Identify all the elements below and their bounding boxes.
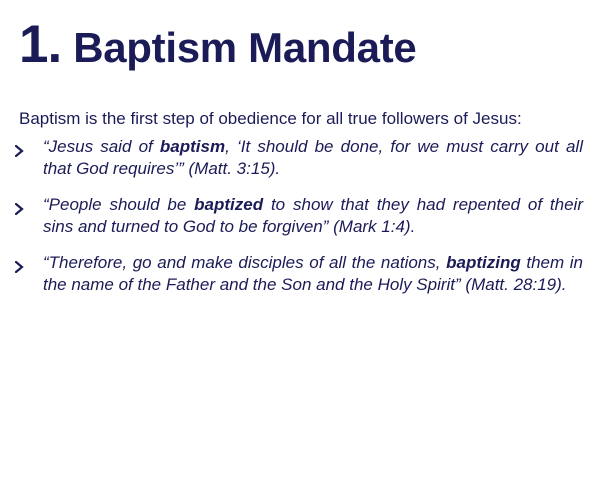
bullet-text-before: “Jesus said of (43, 137, 160, 156)
intro-text: Baptism is the first step of obedience for all true followers of Jesus: (19, 109, 522, 128)
bullet-emphasis: baptized (194, 195, 264, 214)
title-number: 1. (19, 15, 62, 74)
bullet-item (15, 252, 583, 296)
bullet-item (15, 136, 583, 180)
slide-title (19, 15, 417, 74)
bullet-emphasis: baptism (159, 137, 226, 156)
bullet-text-after: , ‘It should be done, for we must carry out all that God requires’” (Matt. 3:15). (43, 137, 583, 178)
bullet-arrow-icon (15, 199, 24, 211)
bullet-item (15, 194, 583, 238)
bullet-text-after: to show that they had repented of their sins and turned to God to be forgiven” (Mark 1:4). (43, 195, 583, 236)
bullet-list (15, 136, 583, 310)
bullet-text-after: them in the name of the Father and the Son and the Holy Spirit” (Matt. 28:19). (43, 253, 583, 294)
bullet-text-before: “People should be (43, 195, 195, 214)
bullet-emphasis: baptizing (446, 253, 521, 272)
bullet-text-before: “Therefore, go and make disciples of all the nations, (43, 253, 447, 272)
bullet-arrow-icon (15, 257, 24, 269)
bullet-arrow-icon (15, 141, 24, 153)
title-text: Baptism Mandate (73, 24, 417, 71)
